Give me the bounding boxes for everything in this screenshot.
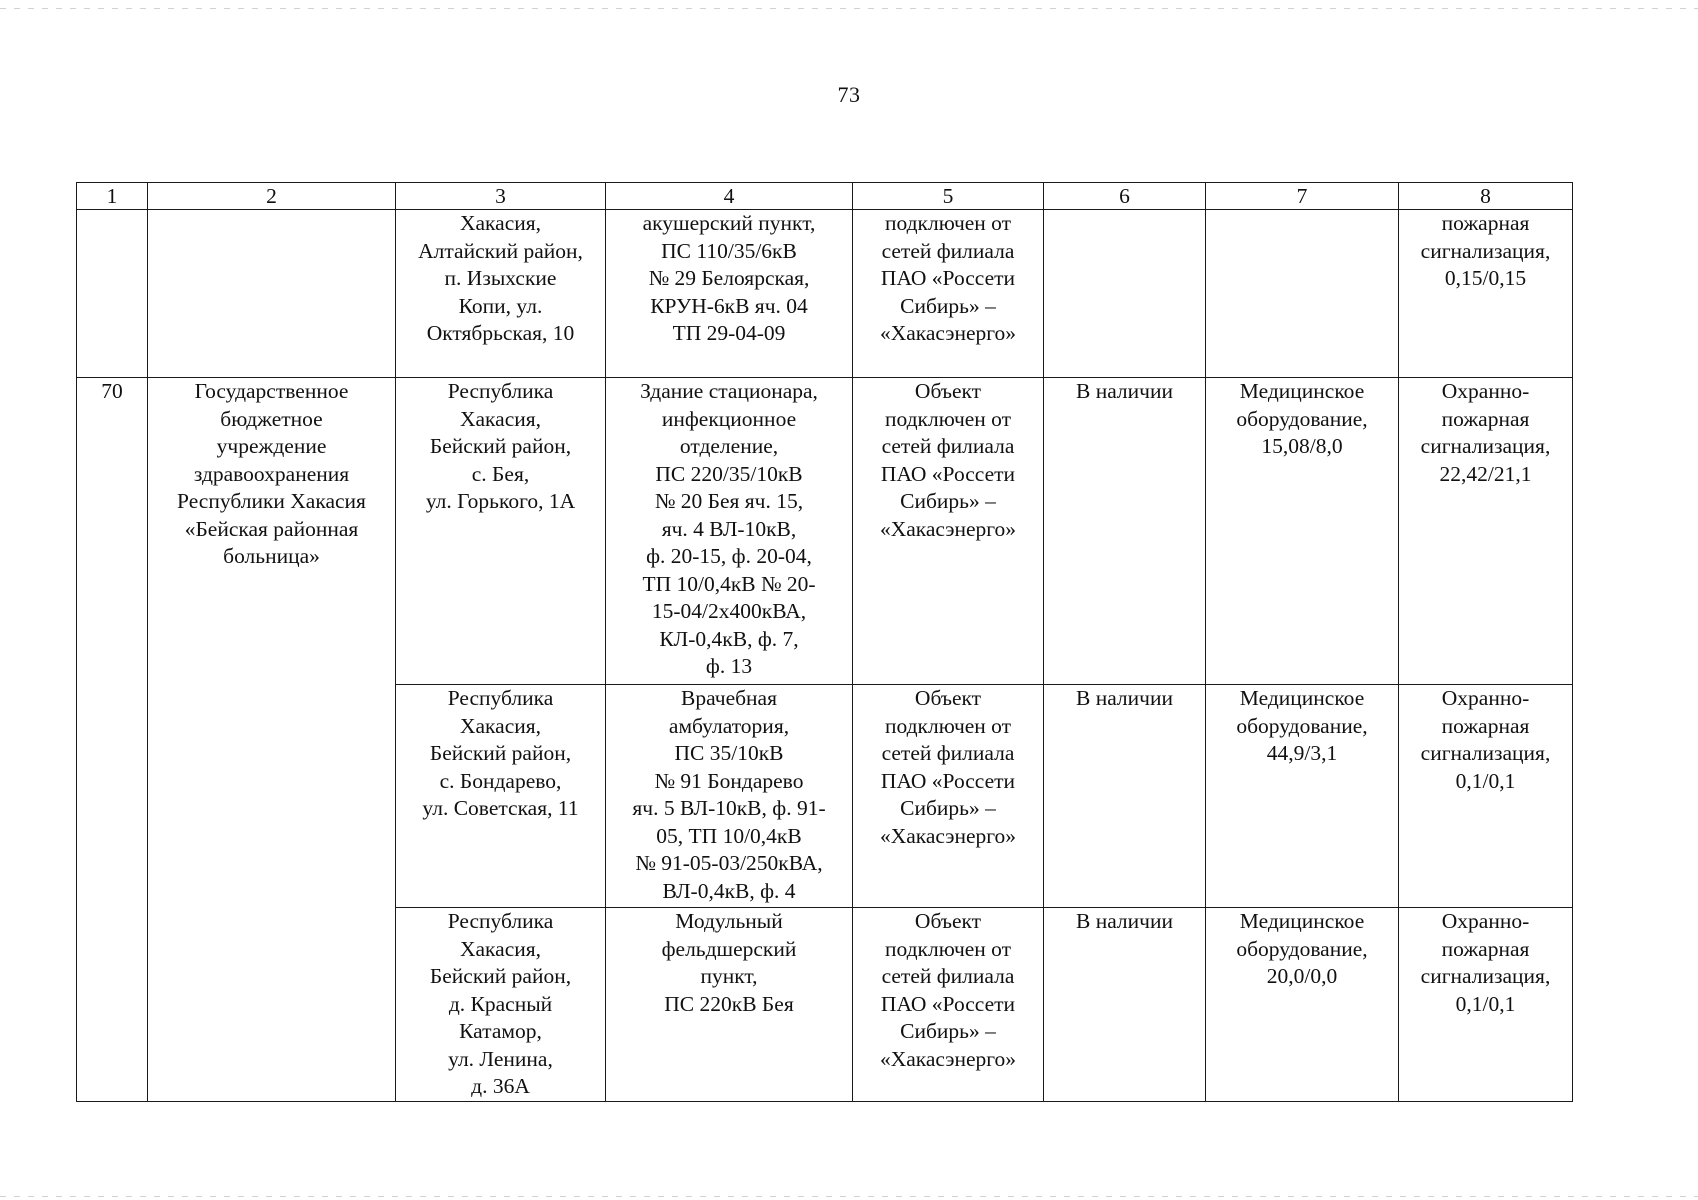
table-header-row — [77, 183, 1573, 210]
cell-address: Республика Хакасия, Бейский район, с. Бондарево, ул. Советская, 11 — [396, 685, 606, 908]
cell-number: 70 — [77, 378, 148, 1102]
column-header-5: 5 — [853, 183, 1044, 210]
page-number: 73 — [837, 82, 861, 107]
cell-equipment — [1206, 210, 1399, 378]
cell-equipment: Медицинское оборудование, 20,0/0,0 — [1206, 908, 1399, 1102]
cell-number — [77, 210, 148, 378]
cell-address: Республика Хакасия, Бейский район, д. Красный Катамор, ул. Ленина, д. 36А — [396, 908, 606, 1102]
column-header-3: 3 — [396, 183, 606, 210]
cell-connection: подключен от сетей филиала ПАО «Россети Сибирь» – «Хакасэнерго» — [853, 210, 1044, 378]
table-row — [77, 378, 1573, 685]
cell-availability — [1044, 210, 1206, 378]
scan-artifact-top — [0, 8, 1698, 9]
table-row-continuation — [77, 210, 1573, 378]
cell-object: акушерский пункт, ПС 110/35/6кВ № 29 Белоярская, КРУН-6кВ яч. 04 ТП 29-04-09 — [606, 210, 853, 378]
cell-alarm: Охранно- пожарная сигнализация, 22,42/21,1 — [1399, 378, 1573, 685]
cell-connection: Объект подключен от сетей филиала ПАО «Россети Сибирь» – «Хакасэнерго» — [853, 908, 1044, 1102]
cell-availability: В наличии — [1044, 378, 1206, 685]
column-header-8: 8 — [1399, 183, 1573, 210]
column-header-1: 1 — [77, 183, 148, 210]
cell-object: Здание стационара, инфекционное отделение, ПС 220/35/10кВ № 20 Бея яч. 15, яч. 4 ВЛ-10кВ, ф. 20-15, ф. 20-04, ТП 10/0,4кВ № 20- 15-04/2х400кВА, КЛ-0,4кВ, ф. 7, ф. 13 — [606, 378, 853, 685]
cell-object: Врачебная амбулатория, ПС 35/10кВ № 91 Бондарево яч. 5 ВЛ-10кВ, ф. 91- 05, ТП 10/0,4кВ № 91-05-03/250кВА, ВЛ-0,4кВ, ф. 4 — [606, 685, 853, 908]
scan-artifact-bottom — [0, 1196, 1698, 1197]
cell-connection: Объект подключен от сетей филиала ПАО «Россети Сибирь» – «Хакасэнерго» — [853, 378, 1044, 685]
column-header-7: 7 — [1206, 183, 1399, 210]
cell-object: Модульный фельдшерский пункт, ПС 220кВ Бея — [606, 908, 853, 1102]
cell-connection: Объект подключен от сетей филиала ПАО «Россети Сибирь» – «Хакасэнерго» — [853, 685, 1044, 908]
cell-address: Республика Хакасия, Бейский район, с. Бея, ул. Горького, 1А — [396, 378, 606, 685]
cell-institution — [148, 210, 396, 378]
cell-availability: В наличии — [1044, 908, 1206, 1102]
column-header-6: 6 — [1044, 183, 1206, 210]
data-table — [76, 182, 1573, 1102]
cell-alarm: пожарная сигнализация, 0,15/0,15 — [1399, 210, 1573, 378]
cell-equipment: Медицинское оборудование, 44,9/3,1 — [1206, 685, 1399, 908]
column-header-4: 4 — [606, 183, 853, 210]
cell-address: Хакасия, Алтайский район, п. Изыхские Копи, ул. Октябрьская, 10 — [396, 210, 606, 378]
column-header-2: 2 — [148, 183, 396, 210]
cell-alarm: Охранно- пожарная сигнализация, 0,1/0,1 — [1399, 908, 1573, 1102]
cell-institution: Государственное бюджетное учреждение здравоохранения Республики Хакасия «Бейская районная больница» — [148, 378, 396, 1102]
cell-equipment: Медицинское оборудование, 15,08/8,0 — [1206, 378, 1399, 685]
cell-availability: В наличии — [1044, 685, 1206, 908]
cell-alarm: Охранно- пожарная сигнализация, 0,1/0,1 — [1399, 685, 1573, 908]
